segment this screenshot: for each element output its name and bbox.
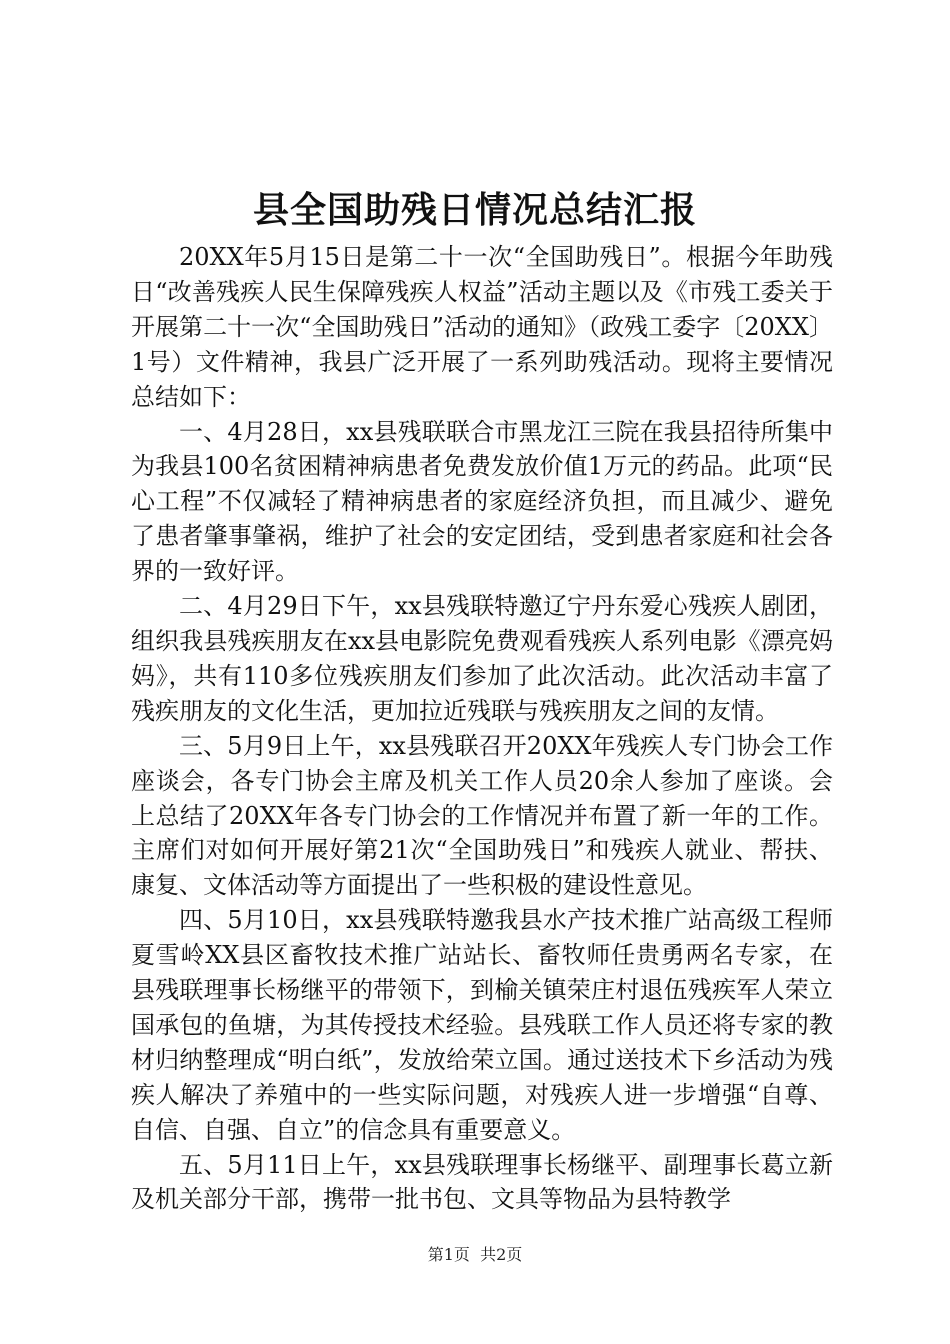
paragraph-item-4: 四、5月10日，xx县残联特邀我县水产技术推广站高级工程师夏雪岭XX县区畜牧技术推广站站长、畜牧师任贵勇两名专家，在县残联理事长杨继平的带领下，到榆关镇荣庄村退伍残疾军人荣立国承包的鱼塘，为其传授技术经验。县残联工作人员还将专家的教材归纳整理成“明白纸”，发放给荣立国。通过送技术下乡活动为残疾人解决了养殖中的一些实际问题，对残疾人进一步增强“自尊、自信、自强、自立”的信念具有重要意义。 bbox=[131, 906, 833, 1144]
paragraph-item-5: 五、5月11日上午，xx县残联理事长杨继平、副理事长葛立新及机关部分干部，携带一批书包、文具等物品为县特教学 bbox=[131, 1150, 833, 1214]
paragraph-item-3: 三、5月9日上午，xx县残联召开20XX年残疾人专门协会工作座谈会，各专门协会主席及机关工作人员20余人参加了座谈。会上总结了20XX年各专门协会的工作情况并布置了新一年的工作。主席们对如何开展好第21次“全国助残日”和残疾人就业、帮扶、康复、文体活动等方面提出了一些积极的建设性意见。 bbox=[131, 731, 833, 900]
document-title: 县全国助残日情况总结汇报 bbox=[252, 190, 697, 231]
document-body bbox=[131, 240, 833, 1217]
page-number: 第1页 bbox=[427, 1245, 470, 1264]
paragraph-item-1: 一、4月28日，xx县残联联合市黑龙江三院在我县招待所集中为我县100名贫困精神病患者免费发放价值1万元的药品。此项“民心工程”不仅减轻了精神病患者的家庭经济负担，而且减少、避免了患者肇事肇祸，维护了社会的安定团结，受到患者家庭和社会各界的一致好评。 bbox=[131, 417, 833, 586]
footer-separator bbox=[470, 1245, 480, 1264]
paragraph-item-2: 二、4月29日下午，xx县残联特邀辽宁丹东爱心残疾人剧团，组织我县残疾朋友在xx县电影院免费观看残疾人系列电影《漂亮妈妈》，共有110多位残疾朋友们参加了此次活动。此次活动丰富了残疾朋友的文化生活，更加拉近残联与残疾朋友之间的友情。 bbox=[131, 592, 833, 725]
page-footer bbox=[0, 1243, 950, 1267]
page-total: 共2页 bbox=[480, 1245, 523, 1264]
paragraph-intro: 20XX年5月15日是第二十一次“全国助残日”。根据今年助残日“改善残疾人民生保障残疾人权益”活动主题以及《市残工委关于开展第二十一次“全国助残日”活动的通知》（政残工委字〔20XX〕1号）文件精神，我县广泛开展了一系列助残活动。现将主要情况总结如下： bbox=[131, 243, 833, 411]
